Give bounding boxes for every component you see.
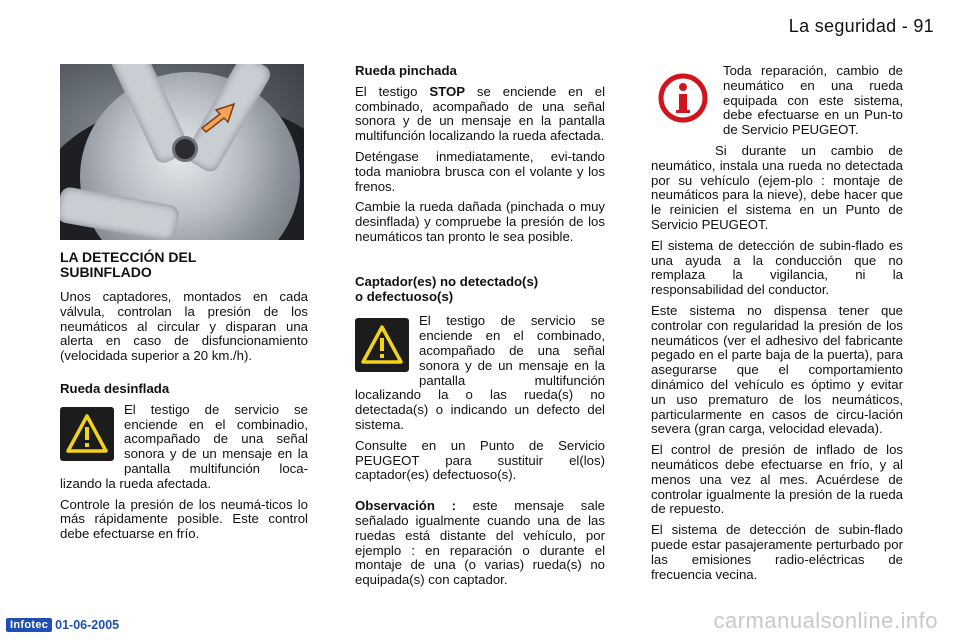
body-text: Deténgase inmediatamente, evi-tando toda maniobra brusca con el volante y los frenos. xyxy=(355,148,605,194)
warning-text: El testigo de servicio se enciende en el combinadio, acompañado de una señal sonora y de un mensaje en la pantalla multifunción loca-lizando la rueda afectada. xyxy=(60,402,308,491)
column-right xyxy=(651,64,903,588)
tire-valve-photo xyxy=(60,64,304,240)
intro-text: Unos captadores, montados en cada válvula, controlan la presión de los neumáticos al circular y disparan una alerta en caso de disfuncionamiento (velocidada superior a 20 km./h). xyxy=(60,289,308,364)
info-block xyxy=(651,64,903,138)
column-left xyxy=(60,64,308,548)
warning-block xyxy=(60,403,308,492)
subsection-title-captador: Captador(es) no detectado(s) o defectuoso(s) xyxy=(355,273,539,304)
watermark: carmanualsonline.info xyxy=(713,608,938,633)
body-text: El sistema de detección de subin-flado puede estar pasajeramente perturbado por las emisiones radio-eléctricas de frecuencia vecina. xyxy=(651,522,903,582)
footer xyxy=(6,618,119,632)
valve-icon xyxy=(172,136,198,162)
warning-triangle-icon xyxy=(355,318,409,372)
info-icon xyxy=(657,72,709,124)
body-text: Este sistema no dispensa tener que controlar con regularidad la presión de los neumáticos (ver el adhesivo del fabricante pegado en el parte baja de la puerta), para asegurarse que el comportamiento dinámico del vehículo es óptimo y evitar un uso prematuro de los neumáticos, particularmente en casos de circu-lación severa (gran carga, velocidad elevada). xyxy=(651,302,903,437)
body-text: El control de presión de inflado de los neumáticos debe efectuarse en frío, y al menos una vez al mes. Acuérdese de controlar igualmente la presión de la rueda de repuesto. xyxy=(651,442,903,517)
page-title: La seguridad - 91 xyxy=(788,16,934,36)
body-text: El testigo STOP se enciende en el combinado, acompañado de una señal sonora y de un mensaje en la pantalla multifunción localizando la rueda afectada. xyxy=(355,83,605,144)
arrow-icon xyxy=(198,98,258,138)
subsection-title-rueda-desinflada: Rueda desinflada xyxy=(60,380,170,396)
section-title: LA DETECCIÓN DEL SUBINFLADO xyxy=(60,249,197,280)
warning-block xyxy=(355,314,605,432)
body-text: Si durante un cambio de neumático, instala una rueda no detectada por su vehículo (ejem-plo : montaje de neumáticos para la nieve), debe hacer que le reinicien el sistema en un Punto de Servicio PEUGEOT. xyxy=(651,142,903,232)
observation-text: Observación : este mensaje sale señalado igualmente cuando una de las ruedas está distante del vehículo, por ejemplo : en reparación o durante el montaje de una (o varias) rueda(s) no equipada(s) con captador. xyxy=(355,498,605,588)
warning-text: El testigo de servicio se enciende en el combinado, acompañado de una señal sonora y de un mensaje en la pantalla multifunción localizando la o las rueda(s) no detectada(s) o indicando un defecto del sistema. xyxy=(355,314,605,432)
body-text: Consulte en un Punto de Servicio PEUGEOT para sustituir el(los) captador(es) defectuoso(s). xyxy=(355,437,605,483)
body-text: El sistema de detección de subin-flado es una ayuda a la conducción que no remplaza la vigilancia, ni la responsabilidad del conductor. xyxy=(651,237,903,298)
subsection-title-rueda-pinchada: Rueda pinchada xyxy=(355,63,457,78)
body-text: Controle la presión de los neumá-ticos lo más rápidamente posible. Este control debe efectuarse en frío. xyxy=(60,496,308,542)
body-text: Cambie la rueda dañada (pinchada o muy desinflada) y compruebe la presión de los neumáticos tan pronto le sea posible. xyxy=(355,199,605,244)
footer-date: 01-06-2005 xyxy=(55,618,120,632)
brand-badge: Infotec xyxy=(6,618,52,632)
warning-triangle-icon xyxy=(60,407,114,461)
info-text: Toda reparación, cambio de neumático en una rueda equipada con este sistema, debe efectuarse en un Pun-to de Servicio PEUGEOT. xyxy=(723,64,903,138)
column-middle xyxy=(355,64,605,594)
